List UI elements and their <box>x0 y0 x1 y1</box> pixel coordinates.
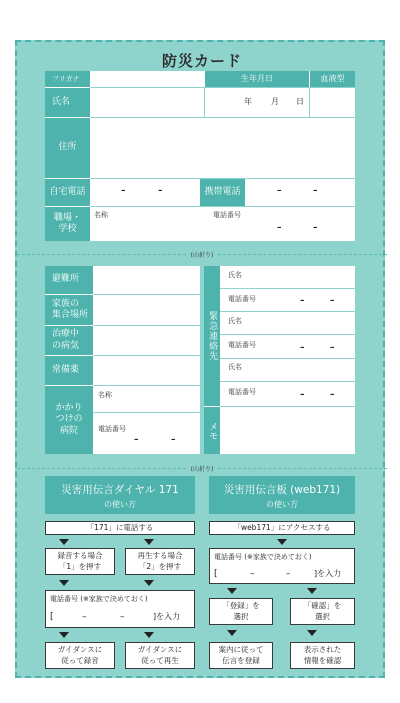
fold-label-1: (山折り) <box>188 252 217 259</box>
web171-arrow-2a <box>227 588 237 594</box>
dial171-arrow-3b <box>144 632 154 638</box>
emergency-contacts-text: 緊急連絡先 <box>207 311 218 361</box>
work-name-label: 名称 <box>94 211 108 219</box>
dial171-step-call: 「171」に電話する <box>45 521 195 535</box>
dial171-subtitle: の使い方 <box>104 500 136 509</box>
dial171-arrow-1a <box>59 539 69 545</box>
dial171-arrow-2a <box>59 580 69 586</box>
mobile-phone-dash-2: – <box>313 186 318 196</box>
family-meeting-label: 家族の 集合場所 <box>45 295 93 325</box>
mobile-phone-label: 携帯電話 <box>200 179 245 206</box>
web171-register-box: 「登録」を 選択 <box>209 598 273 625</box>
web171-dash-1: – <box>250 569 255 579</box>
dial171-phone-note: 電話番号 (※家族で決めておく) <box>50 595 148 603</box>
contact-3-dash-2: – <box>330 390 335 400</box>
name-label: 氏名 <box>45 88 90 117</box>
web171-arrow-1 <box>277 539 287 545</box>
web171-subtitle: の使い方 <box>266 500 298 509</box>
emergency-contacts-panel <box>204 266 355 454</box>
work-phone-dash-2: – <box>313 223 318 233</box>
web171-arrow-3a <box>227 630 237 636</box>
web171-arrow-2b <box>307 588 317 594</box>
work-phone-label: 電話番号 <box>213 211 241 219</box>
emergency-info-panel <box>45 266 200 454</box>
dial171-bracket-open: [ <box>50 612 54 622</box>
blood-type-label: 血液型 <box>310 71 355 87</box>
web171-confirm-box: 「確認」を 選択 <box>290 598 355 625</box>
contact-1-phone-label: 電話番号 <box>228 295 256 303</box>
hospital-phone-label: 電話番号 <box>98 425 126 433</box>
emergency-contacts-label <box>204 266 220 406</box>
furigana-label: フリガナ <box>45 71 90 87</box>
hospital-name-label: 名称 <box>98 391 112 399</box>
web171-step-access: 「web171」にアクセスする <box>209 521 355 535</box>
contact-2-name-label: 氏名 <box>228 317 242 325</box>
dial171-bracket-close: ]を入力 <box>153 612 181 621</box>
web171-dash-2: – <box>286 569 291 579</box>
dial171-guide-record: ガイダンスに 従って録音 <box>45 642 115 669</box>
web171-title: 災害用伝言板 (web171) <box>223 484 341 496</box>
home-phone-label: 自宅電話 <box>45 179 90 206</box>
medicine-label: 常備薬 <box>45 356 93 385</box>
work-school-label: 職場・ 学校 <box>45 207 90 241</box>
work-phone-dash-1: – <box>277 223 282 233</box>
home-phone-dash-2: – <box>158 186 163 196</box>
birth-month-unit: 月 <box>271 97 279 106</box>
dial171-title: 災害用伝言ダイヤル 171 <box>61 484 179 496</box>
dial171-phone-entry-box <box>45 590 195 628</box>
memo-label <box>204 407 220 454</box>
contact-1-dash-1: – <box>300 296 305 306</box>
dial171-play-box: 再生する場合 「2」を押す <box>125 548 195 575</box>
personal-info-panel <box>45 71 355 241</box>
dial171-arrow-2b <box>144 580 154 586</box>
address-label: 住所 <box>45 118 90 178</box>
web171-guide-confirm: 表示された 情報を確認 <box>290 642 355 669</box>
dial171-dash-2: – <box>120 612 125 622</box>
web171-arrow-3b <box>307 630 317 636</box>
hospital-label: かかり つけの 病院 <box>45 386 93 454</box>
birth-day-unit: 日 <box>296 97 304 106</box>
contact-1-name-label: 氏名 <box>228 271 242 279</box>
contact-2-dash-2: – <box>330 343 335 353</box>
dial171-arrow-1b <box>144 539 154 545</box>
birth-year-unit: 年 <box>244 97 252 106</box>
disaster-card <box>15 40 385 678</box>
web171-header <box>209 476 355 514</box>
illness-label: 治療中 の病気 <box>45 326 93 355</box>
web171-phone-note: 電話番号 (※家族で決めておく) <box>214 553 312 561</box>
dial171-dash-1: – <box>82 612 87 622</box>
web171-guide-register: 案内に従って 伝言を登録 <box>209 642 273 669</box>
mobile-phone-dash-1: – <box>277 186 282 196</box>
dial171-record-box: 録音する場合 「1」を押す <box>45 548 115 575</box>
birthday-label: 生年月日 <box>205 71 309 87</box>
card-title: 防災カード <box>161 52 242 70</box>
hospital-phone-dash-2: – <box>171 435 176 445</box>
fold-label-2: (山折り) <box>188 466 217 473</box>
home-phone-dash-1: – <box>121 186 126 196</box>
contact-2-phone-label: 電話番号 <box>228 341 256 349</box>
web171-bracket-close: ]を入力 <box>314 569 342 578</box>
dial171-arrow-3a <box>59 632 69 638</box>
contact-3-name-label: 氏名 <box>228 363 242 371</box>
evacuation-label: 避難所 <box>45 266 93 294</box>
contact-3-dash-1: – <box>300 390 305 400</box>
web171-bracket-open: [ <box>214 569 218 579</box>
dial171-header <box>45 476 195 514</box>
contact-1-dash-2: – <box>330 296 335 306</box>
web171-phone-entry-box <box>209 548 355 584</box>
memo-text: メモ <box>207 421 218 440</box>
contact-2-dash-1: – <box>300 343 305 353</box>
hospital-phone-dash-1: – <box>134 435 139 445</box>
contact-3-phone-label: 電話番号 <box>228 388 256 396</box>
dial171-guide-play: ガイダンスに 従って再生 <box>125 642 195 669</box>
